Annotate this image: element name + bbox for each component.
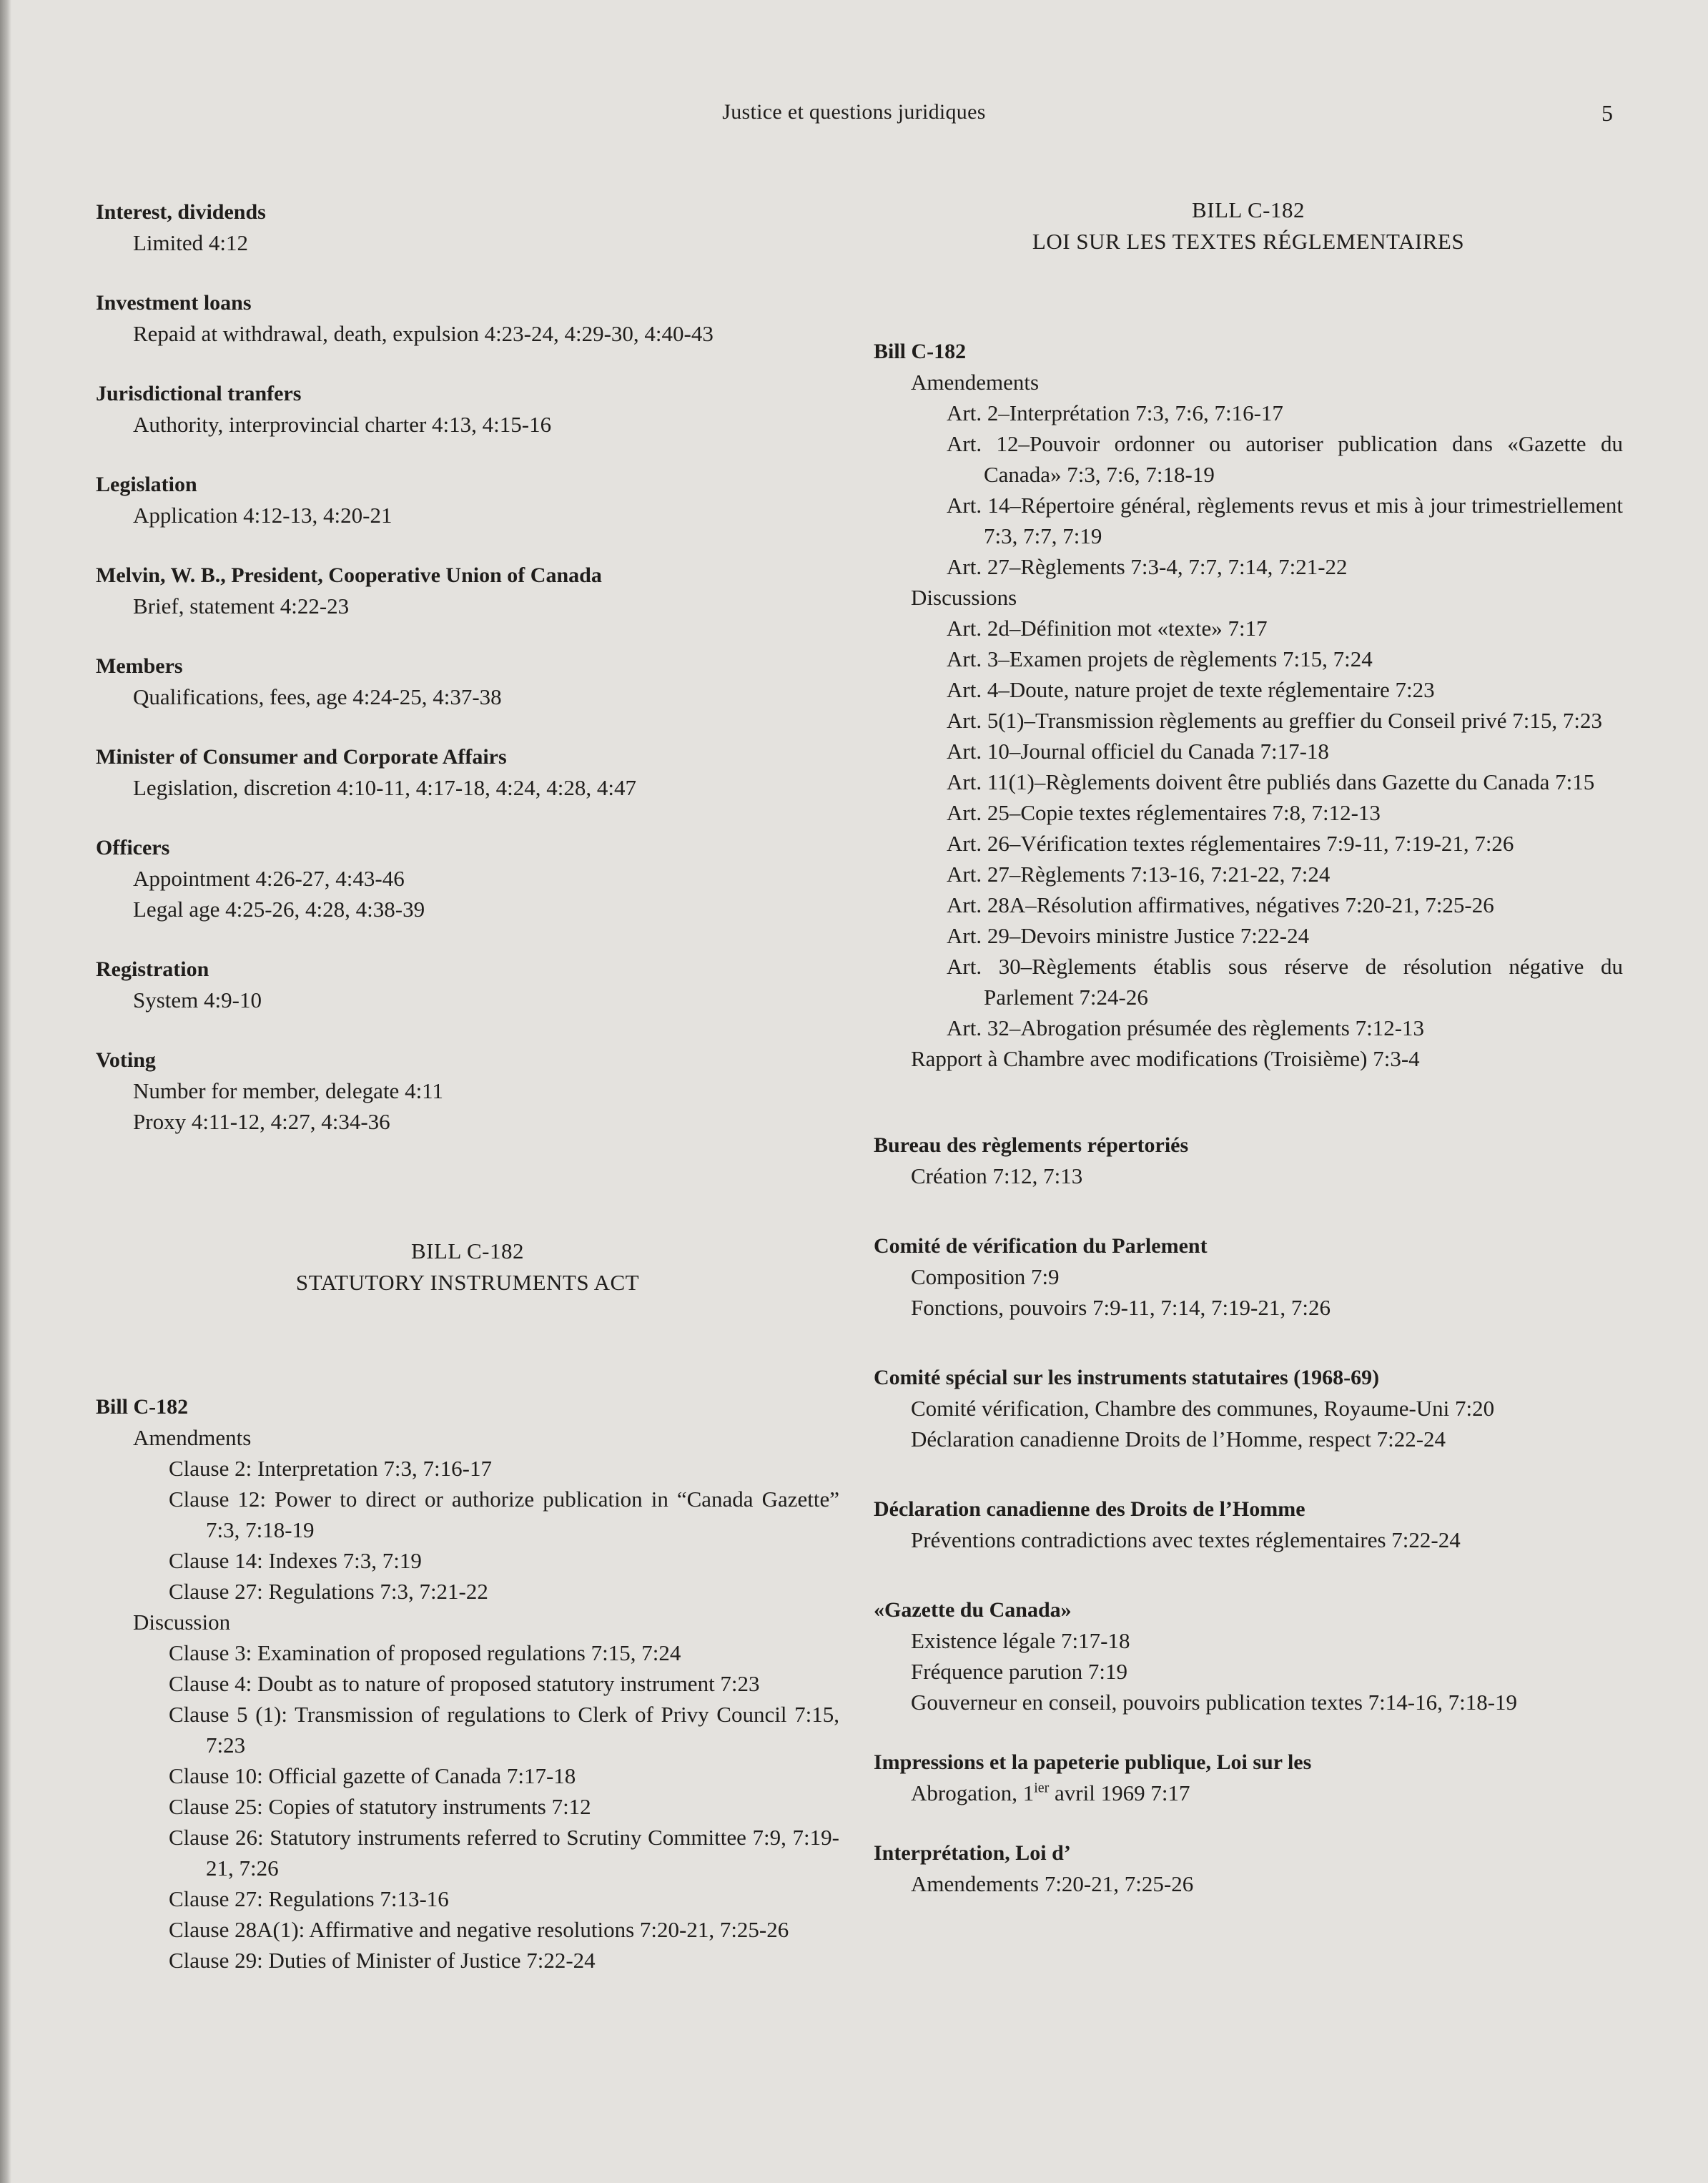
section-title-line2: LOI SUR LES TEXTES RÉGLEMENTAIRES (1032, 229, 1465, 254)
entry-sub: Number for member, delegate 4:11 (133, 1078, 444, 1103)
entry-sub: Comité vérification, Chambre des communes, Royaume-Uni 7:20 (911, 1396, 1495, 1421)
discussion-item: Clause 25: Copies of statutory instruments 7:12 (169, 1794, 591, 1819)
group-label-discussion: Discussion (133, 1610, 231, 1635)
ordinal-superscript: ier (1034, 1780, 1050, 1796)
index-entry (874, 1838, 1623, 1899)
left-column (96, 197, 839, 1976)
entry-sub: Composition 7:9 (911, 1264, 1060, 1289)
report-line: Rapport à Chambre avec modifications (Troisième) 7:3-4 (911, 1046, 1420, 1071)
index-entry (874, 1362, 1623, 1454)
entry-sub: System 4:9-10 (133, 987, 262, 1012)
discussions-item: Art. 3–Examen projets de règlements 7:15, 7:24 (947, 646, 1373, 671)
entry-sub: Repaid at withdrawal, death, expulsion 4:23-24, 4:29-30, 4:40-43 (133, 321, 714, 346)
index-entry (96, 954, 839, 1015)
index-entry (96, 560, 839, 621)
amendement-item: Art. 14–Répertoire général, règlements revus et mis à jour trimestriellement 7:3, 7:7, 7:19 (947, 493, 1623, 548)
section-title-block (96, 1236, 839, 1299)
discussion-item: Clause 26: Statutory instruments referred to Scrutiny Committee 7:9, 7:19-21, 7:26 (169, 1825, 839, 1881)
amendment-item: Clause 12: Power to direct or authorize publication in “Canada Gazette” 7:3, 7:18-19 (169, 1487, 839, 1542)
entry-heading: Jurisdictional tranfers (96, 382, 302, 405)
amendement-item: Art. 27–Règlements 7:3-4, 7:7, 7:14, 7:21-22 (947, 554, 1348, 579)
entry-heading: Déclaration canadienne des Droits de l’Homme (874, 1497, 1305, 1521)
discussion-item: Clause 10: Official gazette of Canada 7:17-18 (169, 1763, 576, 1788)
entry-sub: Limited 4:12 (133, 230, 249, 255)
entry-sub: Appointment 4:26-27, 4:43-46 (133, 866, 405, 891)
entry-sub: Fréquence parution 7:19 (911, 1659, 1128, 1684)
bill-entry (96, 1391, 839, 1976)
group-label-amendements: Amendements (911, 370, 1040, 395)
discussions-item: Art. 32–Abrogation présumée des règlements 7:12-13 (947, 1015, 1425, 1040)
entry-heading: Officers (96, 836, 170, 859)
entry-sub: Gouverneur en conseil, pouvoirs publication textes 7:14-16, 7:18-19 (911, 1690, 1518, 1715)
entry-heading: «Gazette du Canada» (874, 1598, 1072, 1622)
entry-heading: Legislation (96, 473, 197, 496)
index-entry (874, 1595, 1623, 1718)
index-entry (96, 741, 839, 803)
discussion-item: Clause 3: Examination of proposed regulations 7:15, 7:24 (169, 1640, 681, 1665)
entry-sub: Qualifications, fees, age 4:24-25, 4:37-38 (133, 684, 502, 709)
entry-heading: Investment loans (96, 291, 252, 315)
group-label-discussions: Discussions (911, 585, 1017, 610)
index-entry (96, 469, 839, 531)
discussions-item: Art. 27–Règlements 7:13-16, 7:21-22, 7:24 (947, 862, 1331, 887)
entry-sub: Fonctions, pouvoirs 7:9-11, 7:14, 7:19-21, 7:26 (911, 1295, 1331, 1320)
discussions-item: Art. 10–Journal officiel du Canada 7:17-18 (947, 739, 1329, 764)
index-entry (96, 651, 839, 712)
entry-heading: Comité de vérification du Parlement (874, 1234, 1208, 1258)
discussion-item: Clause 4: Doubt as to nature of proposed statutory instrument 7:23 (169, 1671, 760, 1696)
discussion-item: Clause 28A(1): Affirmative and negative resolutions 7:20-21, 7:25-26 (169, 1917, 789, 1942)
page-binding-edge (0, 0, 11, 2183)
entry-sub: Legal age 4:25-26, 4:28, 4:38-39 (133, 897, 425, 922)
discussion-item: Clause 27: Regulations 7:13-16 (169, 1886, 449, 1911)
entry-sub: Authority, interprovincial charter 4:13, 4:15-16 (133, 412, 552, 437)
section-title-line2: STATUTORY INSTRUMENTS ACT (295, 1270, 640, 1295)
index-entry (874, 1747, 1623, 1808)
right-column (874, 194, 1623, 1928)
index-entry (96, 378, 839, 440)
index-entry (874, 1231, 1623, 1323)
entry-heading: Melvin, W. B., President, Cooperative Union of Canada (96, 563, 602, 587)
section-title-block (874, 194, 1623, 257)
discussion-item: Clause 29: Duties of Minister of Justice 7:22-24 (169, 1948, 596, 1973)
discussions-item: Art. 26–Vérification textes réglementaires 7:9-11, 7:19-21, 7:26 (947, 831, 1514, 856)
discussion-item: Clause 5 (1): Transmission of regulations to Clerk of Privy Council 7:15, 7:23 (169, 1702, 839, 1758)
entry-heading: Members (96, 654, 183, 678)
index-entry (96, 197, 839, 258)
entry-heading: Comité spécial sur les instruments statutaires (1968-69) (874, 1366, 1380, 1389)
amendement-item: Art. 2–Interprétation 7:3, 7:6, 7:16-17 (947, 400, 1283, 425)
section-title-line1: BILL C-182 (1192, 197, 1305, 222)
entry-sub: Préventions contradictions avec textes réglementaires 7:22-24 (911, 1527, 1461, 1552)
amendment-item: Clause 14: Indexes 7:3, 7:19 (169, 1548, 422, 1573)
entry-sub: Application 4:12-13, 4:20-21 (133, 503, 393, 528)
entry-heading: Bureau des règlements répertoriés (874, 1133, 1189, 1157)
discussions-item: Art. 29–Devoirs ministre Justice 7:22-24 (947, 923, 1310, 948)
group-label-amendments: Amendments (133, 1425, 252, 1450)
index-entry (96, 832, 839, 925)
entry-sub: Existence légale 7:17-18 (911, 1628, 1130, 1653)
bill-heading: Bill C-182 (874, 340, 967, 363)
discussions-item: Art. 11(1)–Règlements doivent être publiés dans Gazette du Canada 7:15 (947, 769, 1595, 794)
entry-heading: Minister of Consumer and Corporate Affairs (96, 745, 507, 769)
amendment-item: Clause 27: Regulations 7:3, 7:21-22 (169, 1579, 488, 1604)
abrogation-suffix: avril 1969 7:17 (1049, 1780, 1190, 1805)
discussions-item: Art. 5(1)–Transmission règlements au greffier du Conseil privé 7:15, 7:23 (947, 708, 1602, 733)
entry-heading: Voting (96, 1048, 156, 1072)
entry-heading: Registration (96, 957, 209, 981)
entry-sub: Amendements 7:20-21, 7:25-26 (911, 1871, 1194, 1896)
entry-sub-abrogation (874, 1778, 1623, 1808)
discussions-item: Art. 30–Règlements établis sous réserve de résolution négative du Parlement 7:24-26 (947, 954, 1623, 1010)
discussions-item: Art. 4–Doute, nature projet de texte réglementaire 7:23 (947, 677, 1435, 702)
entry-sub: Création 7:12, 7:13 (911, 1163, 1083, 1188)
entry-sub: Brief, statement 4:22-23 (133, 593, 350, 619)
bill-entry (874, 336, 1623, 1074)
section-title-line1: BILL C-182 (411, 1238, 524, 1263)
page-number: 5 (1601, 100, 1613, 126)
discussions-item: Art. 2d–Définition mot «texte» 7:17 (947, 616, 1268, 641)
entry-sub: Legislation, discretion 4:10-11, 4:17-18, 4:24, 4:28, 4:47 (133, 775, 637, 800)
discussions-item: Art. 28A–Résolution affirmatives, négatives 7:20-21, 7:25-26 (947, 892, 1494, 917)
entry-heading: Interest, dividends (96, 200, 266, 224)
discussions-item: Art. 25–Copie textes réglementaires 7:8, 7:12-13 (947, 800, 1381, 825)
index-entry (874, 1130, 1623, 1191)
entry-sub: Déclaration canadienne Droits de l’Homme, respect 7:22-24 (911, 1426, 1446, 1452)
abrogation-prefix: Abrogation, 1 (911, 1780, 1035, 1805)
entry-heading: Interprétation, Loi d’ (874, 1841, 1071, 1865)
bill-heading: Bill C-182 (96, 1395, 189, 1419)
amendement-item: Art. 12–Pouvoir ordonner ou autoriser publication dans «Gazette du Canada» 7:3, 7:6, 7:18-19 (947, 431, 1623, 487)
index-entry (96, 1045, 839, 1137)
entry-heading: Impressions et la papeterie publique, Loi sur les (874, 1750, 1312, 1774)
entry-sub: Proxy 4:11-12, 4:27, 4:34-36 (133, 1109, 390, 1134)
index-entry (96, 287, 839, 349)
index-entry (874, 1494, 1623, 1555)
amendment-item: Clause 2: Interpretation 7:3, 7:16-17 (169, 1456, 492, 1481)
running-header: Justice et questions juridiques (722, 100, 986, 124)
